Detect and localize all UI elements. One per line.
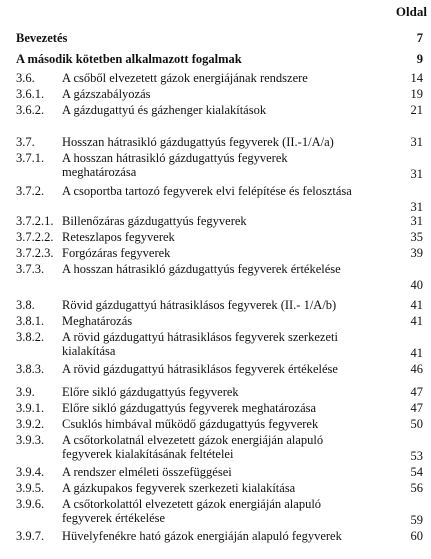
section-number: 3.9.3.	[16, 433, 45, 447]
section-title: A gázkupakos fegyverek szerkezeti kialakítása	[62, 481, 296, 495]
page-number: 31	[410, 135, 423, 149]
section-number: 3.7.2.3.	[16, 246, 54, 260]
page-number: 40	[410, 278, 423, 292]
toc-entry	[16, 151, 423, 181]
section-title: Előre sikló gázdugattyús fegyverek	[62, 385, 239, 399]
toc-entry	[16, 230, 423, 244]
toc-entry	[16, 529, 423, 543]
toc-entry	[16, 362, 423, 376]
section-number: 3.6.1.	[16, 87, 45, 101]
page-number: 14	[410, 71, 423, 85]
section-title: Meghatározás	[62, 314, 133, 328]
page-number: 47	[410, 385, 423, 399]
section-title: Hosszan hátrasikló gázdugattyús fegyverek (II.-1/A/a)	[62, 135, 334, 149]
section-number: 3.8.2.	[16, 330, 45, 344]
toc-entry	[16, 497, 423, 527]
section-title: Előre sikló gázdugattyús fegyverek meghatározása	[62, 401, 317, 415]
section-number: 3.7.3.	[16, 262, 45, 276]
toc-entry	[16, 433, 423, 463]
page-number: 35	[410, 230, 423, 244]
page-number: 41	[410, 346, 423, 360]
section-number: 3.6.2.	[16, 103, 45, 117]
section-number: 3.9.4.	[16, 465, 45, 479]
toc-entry	[16, 87, 423, 101]
section-number: 3.9.2.	[16, 417, 45, 431]
page-number: 54	[410, 465, 423, 479]
toc-entry	[16, 214, 423, 228]
page-number: 9	[416, 52, 423, 66]
page-number: 46	[410, 362, 423, 376]
section-number: 3.6.	[16, 71, 35, 85]
section-number: 3.9.	[16, 385, 35, 399]
section-title: A gázszabályozás	[62, 87, 151, 101]
section-number: 3.8.3.	[16, 362, 45, 376]
section-title: A csoportba tartozó fegyverek elvi felépítése és felosztása	[62, 184, 352, 198]
section-title: Hüvelyfenékre ható gázok energiáján alapuló fegyverek	[62, 529, 342, 543]
section-number: 3.7.2.1.	[16, 214, 54, 228]
page-number: 21	[410, 103, 423, 117]
section-title: A gázdugattyú és gázhenger kialakítások	[62, 103, 267, 117]
toc-heading-entry	[16, 52, 423, 66]
page-number: 47	[410, 401, 423, 415]
page-number: 31	[410, 214, 423, 228]
section-title: A hosszan hátrasikló gázdugattyús fegyverek meghatározása	[62, 151, 288, 179]
section-title: Forgózáras fegyverek	[62, 246, 171, 260]
toc-heading-entry	[16, 31, 423, 45]
page-number: 41	[410, 298, 423, 312]
section-number: 3.9.6.	[16, 497, 45, 511]
page-number: 39	[410, 246, 423, 260]
toc-entry	[16, 71, 423, 85]
section-number: 3.7.2.	[16, 184, 45, 198]
toc-entry	[16, 465, 423, 479]
toc-entry	[16, 401, 423, 415]
section-title: A rövid gázdugattyú hátrasiklásos fegyverek értékelése	[62, 362, 338, 376]
page-number: 60	[410, 529, 423, 543]
toc-entry	[16, 103, 423, 117]
section-title: A hosszan hátrasikló gázdugattyús fegyverek értékelése	[62, 262, 341, 276]
page-number: 56	[410, 481, 423, 495]
section-title: A rövid gázdugattyú hátrasiklásos fegyverek szerkezeti kialakítása	[62, 330, 338, 358]
toc-entry	[16, 135, 423, 149]
section-number: 3.9.5.	[16, 481, 45, 495]
section-title: Bevezetés	[16, 31, 68, 45]
section-number: 3.7.2.2.	[16, 230, 54, 244]
section-title: Billenőzáras gázdugattyús fegyverek	[62, 214, 247, 228]
section-title: A második kötetben alkalmazott fogalmak	[16, 52, 242, 66]
page-number: 19	[410, 87, 423, 101]
toc-entry	[16, 298, 423, 312]
section-number: 3.8.	[16, 298, 35, 312]
section-number: 3.9.7.	[16, 529, 45, 543]
toc-entry	[16, 330, 423, 360]
section-number: 3.8.1.	[16, 314, 45, 328]
toc-entry	[16, 246, 423, 260]
page-number: 41	[410, 314, 423, 328]
toc-entry	[16, 417, 423, 431]
toc-entry	[16, 385, 423, 399]
page-column-header: Oldal	[395, 4, 427, 19]
section-title: A rendszer elméleti összefüggései	[62, 465, 232, 479]
toc-entry	[16, 184, 423, 214]
section-title: Csuklós himbával működő gázdugattyús fegyverek	[62, 417, 319, 431]
section-title: A csőből elvezetett gázok energiájának rendszere	[62, 71, 308, 85]
page-number: 31	[410, 200, 423, 214]
section-number: 3.7.	[16, 135, 35, 149]
toc-entry	[16, 262, 423, 292]
section-title: A csőtorkolatnál elvezetett gázok energiáján alapuló fegyverek kialakításának feltételei	[62, 433, 324, 461]
page-number: 7	[416, 31, 423, 45]
page-number: 59	[410, 513, 423, 527]
section-title: Reteszlapos fegyverek	[62, 230, 175, 244]
section-number: 3.7.1.	[16, 151, 45, 165]
section-title: A csőtorkolattól elvezetett gázok energiáján alapuló fegyverek értékelése	[62, 497, 322, 525]
page-number: 31	[410, 167, 423, 181]
page-number: 53	[410, 449, 423, 463]
toc-entry	[16, 481, 423, 495]
section-title: Rövid gázdugattyú hátrasiklásos fegyverek (II.- 1/A/b)	[62, 298, 337, 312]
toc-entry	[16, 314, 423, 328]
page-number: 50	[410, 417, 423, 431]
section-number: 3.9.1.	[16, 401, 45, 415]
